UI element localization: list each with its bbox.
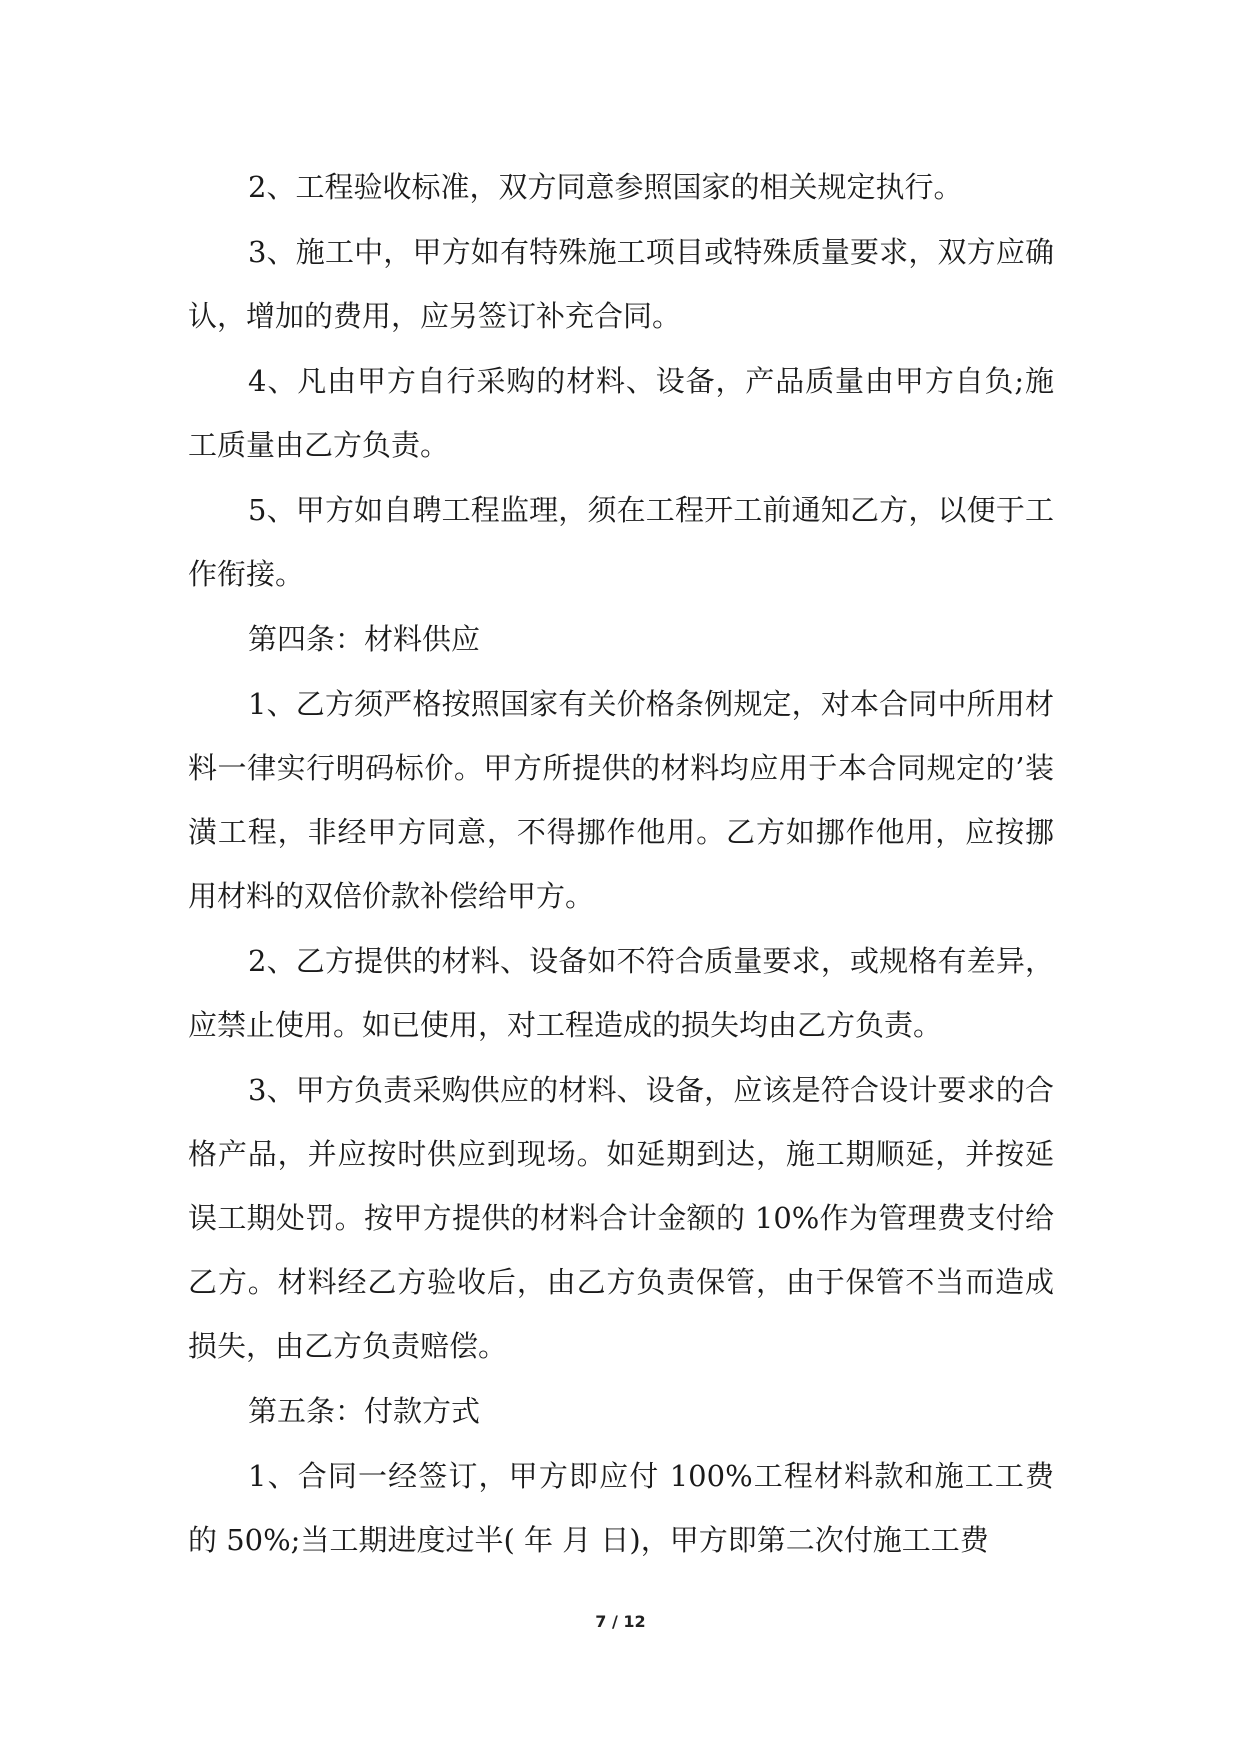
clause-5-item-1: 1、合同一经签订，甲方即应付 100%工程材料款和施工工费的 50%;当工期进度过半( 年 月 日)，甲方即第二次付施工工费 xyxy=(188,1459,1054,1557)
clause-4-item-3: 3、甲方负责采购供应的材料、设备，应该是符合设计要求的合格产品，并应按时供应到现场。如延期到达，施工期顺延，并按延误工期处罚。按甲方提供的材料合计金额的 10%作为管理费支付给乙方。材料经乙方验收后，由乙方负责保管，由于保管不当而造成损失，由乙方负责赔偿。 xyxy=(188,1073,1054,1363)
clause-4-heading: 第四条：材料供应 xyxy=(248,622,481,656)
clause-4-item-1: 1、乙方须严格按照国家有关价格条例规定，对本合同中所用材料一律实行明码标价。甲方所提供的材料均应用于本合同规定的’装潢工程，非经甲方同意，不得挪作他用。乙方如挪作他用，应按挪用材料的双倍价款补偿给甲方。 xyxy=(188,687,1054,913)
clause-3-item-4: 4、凡由甲方自行采购的材料、设备，产品质量由甲方自负;施工质量由乙方负责。 xyxy=(188,364,1054,462)
clause-4-item-2: 2、乙方提供的材料、设备如不符合质量要求，或规格有差异，应禁止使用。如已使用，对工程造成的损失均由乙方负责。 xyxy=(188,944,1054,1042)
clause-3-item-3: 3、施工中，甲方如有特殊施工项目或特殊质量要求，双方应确认，增加的费用，应另签订补充合同。 xyxy=(188,235,1054,333)
document-body xyxy=(188,155,1054,1573)
page-number: 7 / 12 xyxy=(595,1612,646,1631)
clause-3-item-2: 2、工程验收标准，双方同意参照国家的相关规定执行。 xyxy=(248,170,963,204)
clause-5-heading: 第五条：付款方式 xyxy=(248,1394,481,1428)
clause-3-item-5: 5、甲方如自聘工程监理，须在工程开工前通知乙方，以便于工作衔接。 xyxy=(188,493,1054,591)
